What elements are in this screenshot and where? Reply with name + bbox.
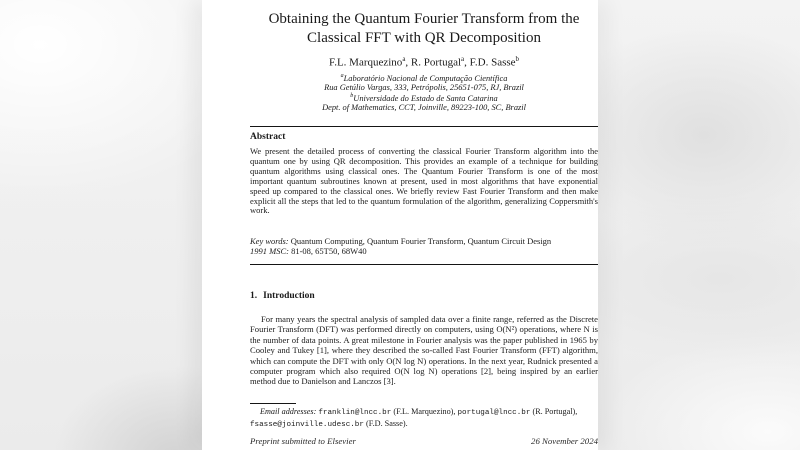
abstract-text: We present the detailed process of converting the classical Fourier Transform algorithm into the quantum one by using QR decomposition. This provides an example of a technique for building quantum algorithms using classical ones. The Quantum Fourier Transform is one of the most important quantum subroutines known at present, used in most algorithms that have exponential speed up compared to the classical ones. We briefly review Fast Fourier Transform and then make explicit all the steps that led to the quantum formulation of the algorithm, generalizing Coppersmith's work.	[250, 146, 598, 216]
author-separator: ,	[405, 56, 411, 69]
affiliation-mark: b	[350, 93, 354, 100]
affiliation-text: Laboratório Nacional de Computação Científica	[343, 73, 508, 83]
footnote-section	[250, 403, 598, 430]
preprint-note: Preprint submitted to Elsevier	[250, 436, 356, 446]
paper-title	[250, 10, 598, 48]
abstract-section	[250, 126, 598, 216]
affiliation-mark: a	[340, 72, 344, 79]
email-owner: (R. Portugal),	[530, 407, 578, 416]
paper-title-line2: Classical FFT with QR Decomposition	[307, 30, 541, 46]
paper-header	[250, 10, 598, 112]
footnote-rule	[250, 403, 296, 404]
section-title: Introduction	[263, 291, 315, 301]
section-number: 1.	[250, 291, 258, 301]
email-label: Email addresses:	[260, 407, 317, 416]
msc-label: 1991 MSC:	[250, 246, 289, 256]
keywords-value: Quantum Computing, Quantum Fourier Transform, Quantum Circuit Design	[290, 236, 552, 246]
paper-page	[202, 0, 598, 450]
affiliations	[250, 72, 598, 113]
affiliation-line	[250, 83, 598, 92]
author-affil-mark: a	[402, 55, 406, 63]
email-address: fsasse@joinville.udesc.br	[250, 420, 364, 429]
footer-date: 26 November 2024	[531, 436, 598, 446]
affiliation-line	[250, 92, 598, 103]
paper-title-line1: Obtaining the Quantum Fourier Transform from the	[268, 11, 580, 27]
abstract-heading: Abstract	[250, 132, 286, 142]
author-name: F.D. Sasse	[469, 56, 516, 69]
keywords-section	[250, 236, 598, 256]
abstract-bottom-rule	[250, 264, 598, 265]
keywords-label: Key words:	[250, 236, 289, 246]
affiliation-text: Universidade do Estado de Santa Catarina	[353, 93, 498, 103]
affiliation-text: Rua Getúlio Vargas, 333, Petrópolis, 25651-075, RJ, Brazil	[324, 82, 524, 92]
author-affil-mark: a	[461, 55, 465, 63]
author-name: F.L. Marquezino	[328, 56, 403, 69]
section-heading	[250, 291, 598, 301]
email-owner: (F.D. Sasse).	[363, 418, 408, 428]
msc-value: 81-08, 65T50, 68W40	[291, 246, 367, 256]
introduction-paragraph: For many years the spectral analysis of sampled data over a finite range, referred as the Discrete Fourier Transform (DFT) was performed directly on computers, using O(N²) operations, where N is the number of data points. A great milestone in Fourier analysis was the paper published in 1965 by Cooley and Tukey [1], where they described the so-called Fast Fourier Transform (FFT) algorithm, which can compute the DFT with only O(N log N) operations. In the next year, Rudnick presented a computer program which also required O(N log N) operations [2], being inspired by an earlier method due to Danielson and Lanczos [3].	[250, 314, 598, 387]
keywords-line	[250, 236, 598, 246]
email-addresses	[250, 407, 598, 430]
email-address: portugal@lncc.br	[457, 409, 531, 417]
msc-line	[250, 246, 598, 256]
abstract-top-rule	[250, 126, 598, 127]
page-footer	[250, 436, 598, 446]
author-affil-mark: b	[515, 55, 520, 63]
introduction-section	[250, 291, 598, 387]
email-owner: (F.L. Marquezino),	[391, 407, 458, 416]
email-address: franklin@lncc.br	[318, 409, 392, 417]
affiliation-line	[250, 72, 598, 83]
authors-line	[250, 53, 598, 70]
affiliation-line	[250, 103, 598, 112]
author-separator: ,	[464, 56, 470, 69]
author-name: R. Portugal	[410, 56, 462, 69]
affiliation-text: Dept. of Mathematics, CCT, Joinville, 89223-100, SC, Brazil	[322, 103, 526, 113]
